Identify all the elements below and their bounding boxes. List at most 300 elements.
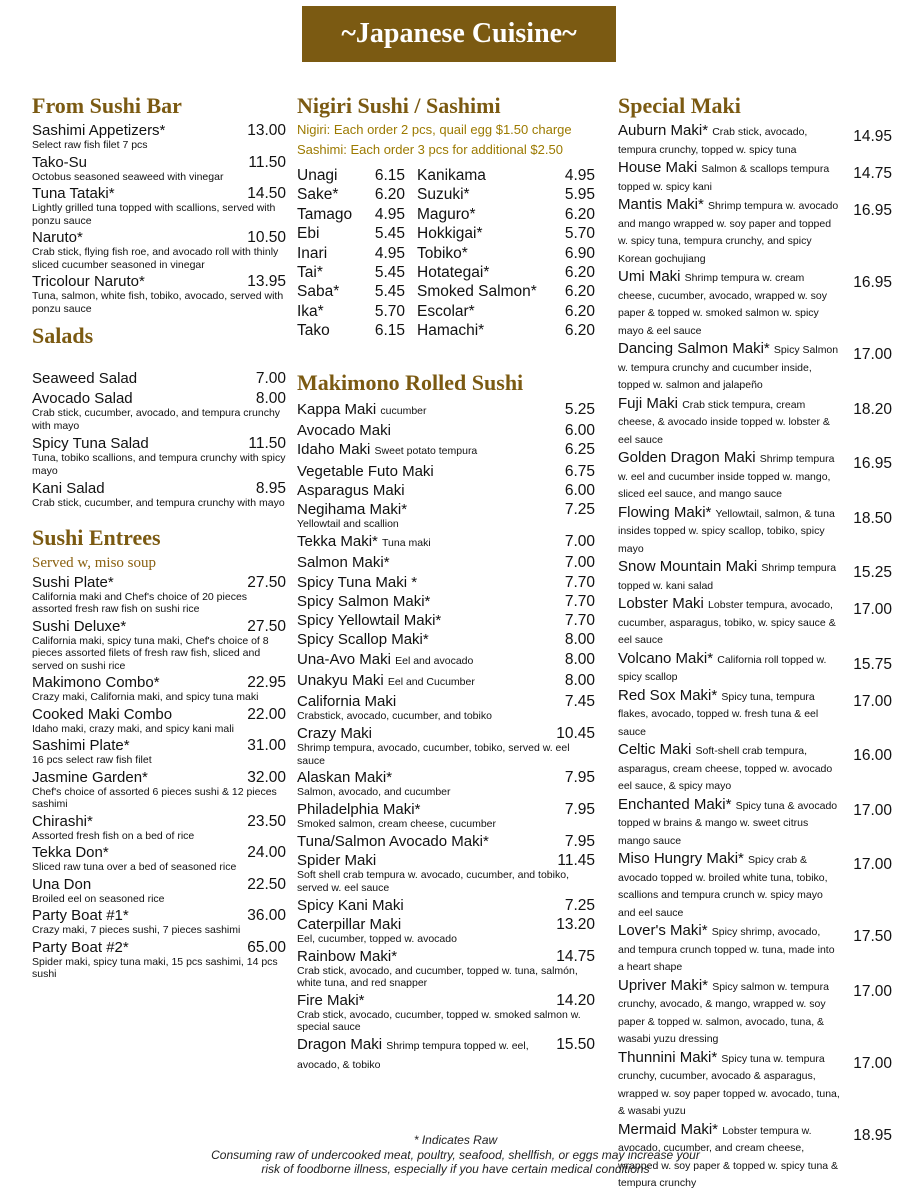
item-inline-description: Crab stick tempura, cream cheese, & avocado inside topped w. lobster & eel sauce [618, 398, 830, 446]
menu-item [618, 558, 892, 593]
item-description: Yellowtail and scallion [297, 518, 399, 531]
item-inline-description: Spicy shrimp, avocado, and tempura crunch topped w. tuna, made into a heart shape [618, 926, 835, 973]
item-price: 31.00 [247, 737, 286, 754]
nigiri-left-list [297, 166, 405, 341]
item-name-text: Fire Maki* [297, 991, 365, 1009]
item-price: 7.25 [564, 896, 595, 914]
item-name-text: Spicy Kani Maki [297, 896, 404, 914]
menu-item [32, 480, 286, 510]
item-price: 6.20 [564, 302, 595, 320]
nigiri-note: Nigiri: Each order 2 pcs, quail egg $1.50 charge [297, 122, 572, 137]
menu-item-row [297, 501, 595, 518]
menu-item-row [32, 480, 286, 497]
item-name [297, 948, 397, 965]
entrees-subtitle: Served w, miso soup [32, 554, 157, 571]
item-name-text: Sushi Plate* [32, 573, 114, 591]
item-price: 65.00 [247, 938, 286, 956]
item-name [618, 122, 840, 157]
item-name: Escolar* [417, 302, 475, 320]
item-price: 17.00 [853, 801, 892, 819]
nigiri-item [417, 282, 595, 301]
item-name [297, 593, 430, 610]
item-inline-description: Lobster tempura w. avocado, cucumber, and cream cheese, wrapped w. soy paper & topped w. spicy tuna & tempura crunchy [618, 1124, 839, 1189]
menu-item [618, 449, 892, 502]
item-name: Kanikama [417, 167, 486, 184]
menu-item [297, 769, 595, 799]
item-price: 11.45 [557, 852, 595, 870]
menu-item [32, 390, 286, 432]
menu-item-row [618, 850, 892, 920]
menu-item [297, 1036, 595, 1074]
menu-item-row [297, 463, 595, 480]
item-inline-description: Yellowtail, salmon, & tuna insides topped w. spicy scallop, tobiko, spicy mayo [618, 507, 835, 555]
special-maki-list [618, 122, 892, 1191]
item-inline-description: California roll topped w. spicy scallop [618, 653, 827, 683]
item-price: 6.20 [374, 186, 405, 204]
item-description: Idaho maki, crazy maki, and spicy kani mali [32, 722, 234, 735]
menu-item [297, 693, 595, 723]
makimono-list [297, 401, 595, 1075]
menu-item-row [297, 574, 595, 591]
item-price: 22.00 [247, 705, 286, 723]
menu-item [297, 554, 595, 571]
item-name-text: Mantis Maki* [618, 196, 704, 213]
item-name [297, 769, 392, 786]
item-name-text: Una-Avo Maki [297, 650, 391, 668]
nigiri-item [417, 205, 595, 224]
item-name [32, 229, 83, 246]
menu-item [32, 674, 286, 704]
menu-item [618, 122, 892, 157]
item-name [297, 833, 489, 850]
menu-item [297, 948, 595, 990]
item-name [618, 340, 840, 393]
menu-item-row [618, 340, 892, 393]
raw-food-disclaimer [0, 1133, 911, 1177]
menu-item-row [618, 687, 892, 740]
menu-item-row [618, 1049, 892, 1119]
menu-item [32, 907, 286, 937]
item-name [32, 876, 91, 893]
menu-item-row [297, 693, 595, 710]
item-price: 5.70 [374, 302, 405, 320]
menu-item-row [297, 833, 595, 850]
section-title-salads: Salads [32, 323, 94, 348]
menu-item-row [297, 533, 595, 552]
item-description: Crab stick, avocado, cucumber, topped w. smoked salmon w. special sauce [297, 1008, 581, 1034]
item-price: 6.15 [374, 167, 405, 184]
item-name-text: Naruto* [32, 229, 83, 246]
item-name-text: Celtic Maki [618, 741, 692, 758]
item-description: Eel, cucumber, topped w. avocado [297, 932, 457, 945]
item-inline-description: Sweet potato tempura [374, 445, 478, 458]
item-price: 14.20 [556, 991, 595, 1009]
menu-item [618, 340, 892, 393]
menu-item-row [32, 370, 286, 387]
menu-item [32, 706, 286, 736]
item-inline-description: Spicy tuna & avocado topped w brains & mango w. sweet citrus mango sauce [618, 799, 838, 847]
section-title-entrees: Sushi Entrees [32, 524, 161, 550]
item-name-text: Lobster Maki [618, 595, 704, 612]
nigiri-item [417, 263, 595, 282]
item-price: 6.20 [564, 264, 595, 282]
item-name: Inari [297, 244, 328, 262]
menu-item [32, 370, 286, 387]
item-inline-description: Spicy crab & avocado topped w. broiled white tuna, tobiko, scallions and tempura crunch w. spicy mayo and eel sauce [618, 854, 828, 919]
item-description: Crabstick, avocado, cucumber, and tobiko [297, 710, 492, 723]
nigiri-item [297, 185, 405, 204]
nigiri-item [417, 302, 595, 321]
menu-item [297, 501, 595, 531]
middle-column [297, 92, 595, 1077]
item-price: 13.00 [247, 122, 286, 139]
left-column [32, 92, 286, 983]
item-name [32, 769, 148, 786]
item-name [618, 558, 840, 593]
menu-item [297, 916, 595, 946]
nigiri-item [417, 185, 595, 204]
menu-item-row [297, 992, 595, 1009]
menu-item-row [297, 801, 595, 818]
item-name-text: House Maki [618, 159, 698, 176]
item-name [618, 395, 840, 448]
menu-item [297, 533, 595, 552]
item-name [32, 674, 160, 691]
item-name [32, 706, 172, 723]
item-name-text: Spicy Scallop Maki* [297, 631, 429, 649]
item-inline-description: cucumber [380, 404, 427, 417]
item-price: 7.25 [564, 501, 595, 519]
item-price: 6.00 [564, 421, 595, 439]
menu-item-row [618, 922, 892, 975]
item-price: 7.00 [564, 532, 595, 550]
item-name-text: Sashimi Plate* [32, 737, 130, 754]
item-name [618, 159, 840, 194]
item-price: 7.70 [564, 592, 595, 610]
item-price: 14.95 [853, 128, 892, 145]
item-name-text: Tako-Su [32, 153, 88, 171]
item-description: Octobus seasoned seaweed with vinegar [32, 170, 224, 183]
item-name [297, 612, 441, 629]
section-title-nigiri: Nigiri Sushi / Sashimi [297, 93, 501, 118]
menu-item-row [297, 554, 595, 571]
item-description: Chef's choice of assorted 6 pieces sushi & 12 pieces sashimi [32, 785, 277, 810]
menu-item-row [32, 273, 286, 290]
menu-item [32, 876, 286, 906]
item-price: 8.00 [564, 650, 595, 668]
item-name: Suzuki* [417, 186, 470, 204]
item-name-text: Rainbow Maki* [297, 947, 398, 965]
item-name-text: Tekka Don* [32, 844, 109, 861]
item-price: 4.95 [374, 244, 405, 262]
item-price: 17.00 [853, 856, 892, 873]
item-name [618, 504, 840, 557]
menu-item [32, 574, 286, 616]
item-name-text: Alaskan Maki* [297, 769, 393, 787]
item-description: Shrimp tempura, avocado, cucumber, tobiko, served w. eel sauce [297, 742, 570, 767]
menu-item-row [32, 390, 286, 407]
menu-item [297, 801, 595, 831]
nigiri-item [297, 282, 405, 301]
item-name [32, 390, 133, 407]
item-price: 16.95 [853, 274, 892, 291]
menu-item [32, 769, 286, 811]
item-price: 10.50 [247, 229, 286, 246]
menu-banner: ~Japanese Cuisine~ [302, 6, 616, 62]
menu-item-row [32, 844, 286, 861]
menu-item [297, 725, 595, 767]
item-inline-description: Lobster tempura, avocado, cucumber, asparagus, tobiko, w. spicy sauce & eel sauce [618, 599, 836, 646]
item-price: 6.20 [564, 205, 595, 223]
menu-item [618, 595, 892, 648]
nigiri-item [297, 166, 405, 185]
menu-item [32, 435, 286, 477]
item-description: Crab stick, cucumber, avocado, and tempura crunchy with mayo [32, 407, 281, 432]
item-price: 7.45 [564, 693, 595, 711]
item-name [618, 595, 840, 648]
menu-item [32, 939, 286, 981]
item-name-text: Salmon Maki* [297, 554, 390, 572]
item-price: 17.00 [853, 346, 892, 363]
item-description: Select raw fish filet 7 pcs [32, 139, 148, 151]
menu-item-row [32, 185, 286, 202]
item-name-text: Sushi Deluxe* [32, 617, 127, 635]
item-name [297, 501, 407, 518]
menu-item-row [618, 159, 892, 194]
item-name-text: Lover's Maki* [618, 922, 708, 939]
menu-item [32, 122, 286, 152]
disclaimer-line-1: Consuming raw of undercooked meat, poultry, seafood, shellfish, or eggs may increase your [211, 1147, 700, 1162]
menu-item-row [618, 122, 892, 157]
menu-item [297, 672, 595, 691]
nigiri-item [297, 302, 405, 321]
item-name: Saba* [297, 283, 340, 301]
menu-item [297, 992, 595, 1034]
item-name-text: Spicy Tuna Maki * [297, 573, 418, 591]
item-inline-description: Shrimp tempura w. cream cheese, cucumber, avocado, wrapped w. soy paper & topped w. smoked salmon w. spicy mayo & eel sauce [618, 272, 827, 337]
item-name-text: California Maki [297, 693, 397, 711]
menu-item [32, 185, 286, 227]
item-price: 7.00 [255, 370, 286, 387]
menu-item-row [32, 154, 286, 171]
item-name-text: Fuji Maki [618, 394, 679, 412]
item-price: 32.00 [247, 768, 286, 786]
menu-item-row [32, 876, 286, 893]
item-name-text: Spicy Tuna Salad [32, 435, 149, 452]
item-price: 15.50 [556, 1036, 595, 1054]
menu-item-row [297, 916, 595, 933]
menu-item-row [618, 977, 892, 1047]
item-name-text: Tuna Tataki* [32, 185, 115, 202]
item-name [618, 796, 840, 849]
item-price: 6.20 [564, 283, 595, 301]
item-price: 16.95 [853, 455, 892, 472]
item-name [32, 737, 130, 754]
item-name [32, 122, 165, 139]
item-name [297, 554, 390, 571]
salads-list [32, 370, 286, 510]
item-price: 18.95 [853, 1126, 892, 1144]
item-name: Hokkigai* [417, 225, 483, 243]
item-price: 5.45 [374, 264, 405, 282]
menu-item [618, 1049, 892, 1119]
item-description: Crazy maki, 7 pieces sushi, 7 pieces sashimi [32, 924, 241, 936]
menu-item [297, 833, 595, 850]
menu-item-row [618, 449, 892, 502]
menu-item [618, 922, 892, 975]
menu-item-row [618, 595, 892, 648]
item-name-text: Enchanted Maki* [618, 795, 732, 813]
item-name-text: Unakyu Maki [297, 672, 384, 690]
item-name [32, 618, 126, 635]
menu-item [297, 651, 595, 670]
item-description: Spider maki, spicy tuna maki, 15 pcs sashimi, 14 pcs sushi [32, 955, 278, 980]
item-price: 5.45 [374, 225, 405, 243]
item-name [297, 401, 427, 420]
menu-item-row [618, 558, 892, 593]
item-price: 6.20 [564, 322, 595, 340]
item-name-text: Chirashi* [32, 812, 93, 830]
item-name: Sake* [297, 186, 339, 204]
item-price: 7.95 [564, 833, 595, 850]
item-name [297, 801, 420, 818]
menu-item [297, 441, 595, 460]
item-inline-description: Shrimp tempura w. eel and cucumber inside topped w. mango, sliced eel sauce, and mango sauce [618, 453, 835, 500]
menu-item-row [297, 612, 595, 629]
item-name [297, 693, 396, 710]
item-name-text: Kappa Maki [297, 400, 377, 418]
item-price: 5.45 [374, 283, 405, 301]
item-name [32, 480, 105, 497]
menu-item-row [297, 672, 595, 691]
item-name-text: Jasmine Garden* [32, 768, 148, 786]
item-name [618, 650, 840, 685]
item-name [32, 574, 114, 591]
menu-item-row [297, 769, 595, 786]
menu-item-row [297, 852, 595, 869]
item-name-text: Party Boat #1* [32, 907, 129, 924]
nigiri-item [417, 166, 595, 185]
item-name [618, 1049, 840, 1119]
sushi-bar-list [32, 122, 286, 315]
menu-item-row [32, 769, 286, 786]
item-price: 8.00 [564, 672, 595, 690]
menu-item [297, 482, 595, 499]
item-name-text: Upriver Maki* [618, 976, 709, 994]
item-price: 14.50 [247, 185, 286, 202]
item-name [618, 741, 840, 794]
item-name-text: Auburn Maki* [618, 122, 709, 139]
item-name [618, 687, 840, 740]
item-price: 15.75 [853, 655, 892, 673]
menu-item-row [618, 741, 892, 794]
menu-item-row [297, 651, 595, 670]
item-description: Crab stick, cucumber, and tempura crunchy with mayo [32, 497, 285, 509]
item-name: Maguro* [417, 205, 476, 223]
item-name-text: Kani Salad [32, 480, 105, 497]
item-price: 8.00 [255, 390, 286, 407]
item-name [297, 897, 404, 914]
item-price: 17.00 [853, 1054, 892, 1072]
menu-item [297, 897, 595, 914]
item-price: 16.95 [853, 202, 892, 219]
menu-item [618, 196, 892, 266]
menu-item-row [297, 422, 595, 439]
item-price: 16.00 [853, 747, 892, 764]
item-price: 10.45 [556, 725, 595, 743]
item-name-text: Volcano Maki* [618, 649, 714, 667]
menu-item [618, 395, 892, 448]
menu-item [618, 796, 892, 849]
item-price: 6.25 [564, 441, 595, 459]
menu-item [618, 977, 892, 1047]
menu-item-row [32, 229, 286, 246]
item-name-text: Dancing Salmon Maki* [618, 340, 770, 357]
menu-item [32, 618, 286, 673]
menu-item [297, 612, 595, 629]
item-inline-description: Soft-shell crab tempura, asparagus, cream cheese, topped w. avocado eel sauce, & spicy mayo [618, 745, 833, 792]
nigiri-item [417, 244, 595, 263]
item-price: 5.25 [564, 400, 595, 418]
item-description: 16 pcs select raw fish filet [32, 754, 152, 766]
item-name-text: Una Don [32, 875, 92, 893]
item-price: 8.00 [564, 631, 595, 649]
item-description: Tuna, salmon, white fish, tobiko, avocado, served with ponzu sauce [32, 290, 284, 315]
item-name-text: Asparagus Maki [297, 481, 405, 499]
menu-item [32, 229, 286, 271]
item-price: 17.00 [853, 982, 892, 1000]
item-name [297, 852, 376, 869]
item-price: 17.00 [853, 692, 892, 710]
menu-item [618, 159, 892, 194]
item-price: 7.95 [564, 801, 595, 819]
item-price: 7.70 [564, 612, 595, 630]
item-price: 14.75 [853, 165, 892, 182]
item-name [297, 482, 405, 499]
menu-item [32, 737, 286, 767]
item-description: Sliced raw tuna over a bed of seasoned rice [32, 861, 237, 873]
item-name [297, 441, 477, 460]
item-name-text: Spicy Salmon Maki* [297, 592, 431, 610]
nigiri-item [297, 224, 405, 243]
item-inline-description: Crab stick, avocado, tempura crunchy, topped w. spicy tuna [618, 126, 808, 156]
item-name [618, 268, 840, 338]
item-price: 14.75 [556, 947, 595, 965]
item-name-text: Negihama Maki* [297, 501, 408, 519]
item-name [297, 631, 429, 648]
menu-item-row [618, 504, 892, 557]
item-price: 24.00 [247, 844, 286, 861]
item-inline-description: Spicy salmon w. tempura crunchy, avocado, & mango, wrapped w. soy paper & topped w. salmon, avocado, tuna, & wasabi yuzu dressing [618, 980, 829, 1045]
item-name-text: Sashimi Appetizers* [32, 122, 166, 139]
item-description: Salmon, avocado, and cucumber [297, 786, 451, 799]
item-inline-description: Shrimp tempura w. avocado and mango wrapped w. soy paper and topped w. spicy tuna, tempura crunchy, and spicy Korean gochujiang [618, 200, 839, 265]
item-name [297, 916, 401, 933]
item-description: Crab stick, flying fish roe, and avocado roll with thinly sliced cucumber seasoned in vinegar [32, 246, 279, 271]
nigiri-grid [297, 166, 595, 341]
item-name-text: Golden Dragon Maki [618, 449, 756, 466]
item-name-text: Cooked Maki Combo [32, 705, 173, 723]
item-name-text: Tekka Maki* [297, 532, 378, 550]
item-name [297, 533, 431, 552]
item-name-text: Tricolour Naruto* [32, 273, 145, 290]
menu-item [297, 574, 595, 591]
menu-item-row [32, 813, 286, 830]
menu-item [618, 741, 892, 794]
item-name-text: Thunnini Maki* [618, 1048, 718, 1066]
item-price: 7.95 [564, 769, 595, 787]
item-name [297, 992, 365, 1009]
